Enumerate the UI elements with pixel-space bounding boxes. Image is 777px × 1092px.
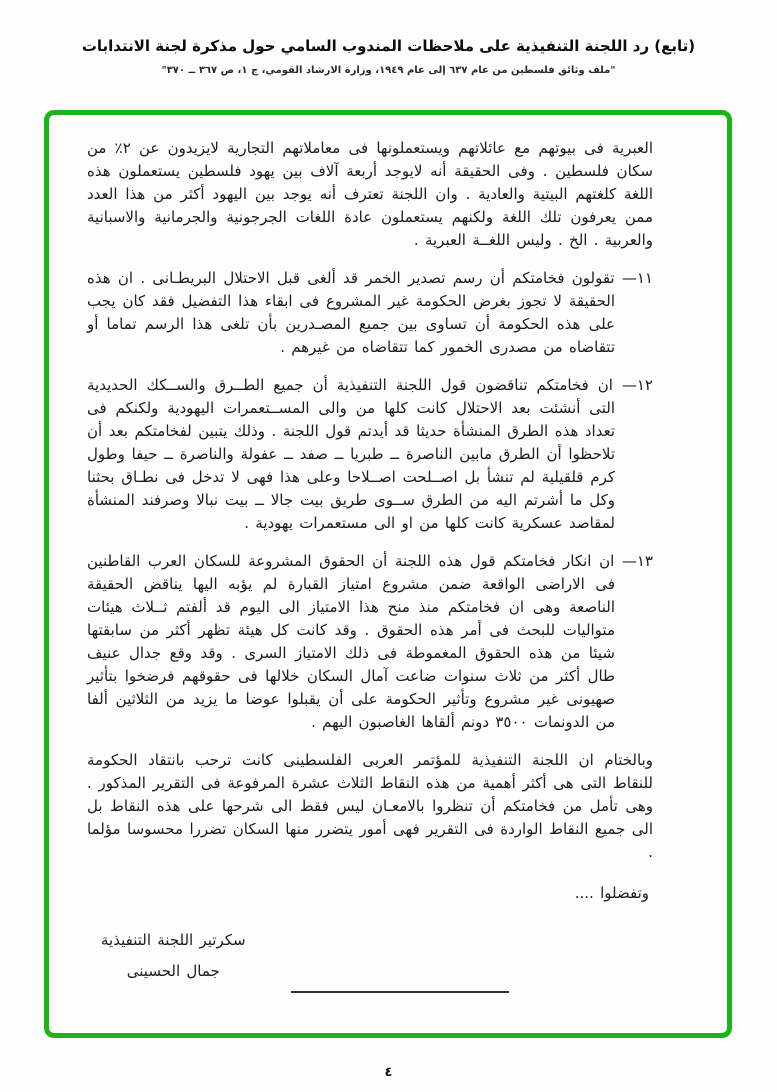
green-border-frame — [44, 110, 732, 1038]
paragraph-13 — [87, 550, 653, 734]
paragraph-text: ان فخامتكم تناقضون قول اللجنة التنفيذية أن جميع الطــرق والســكك الحديدية التى أنشئت بعد الاحتلال كانت كلها من والى المســتعمرات اليهودية ولكنكم فى تعداد هذه الطرق المنشأة حديثا قد أيدتم قول اللجنة . وذلك يتبين لفخامتكم بعد أن تلاحظوا أن الطرق مابين الناصرة ــ طبريا ــ صفد ــ عفولة والناصرة ــ حيفا وطول كرم قلقيلية لم تنشأ بل اصــلحت اصــلاحا وعلى هذا فهى لا تدخل فى نطـاق بحثنا وكل ما أشرتم اليه من الطرق ســوى طريق بيت جالا ــ بيت نبالا وصرفند المنشأة لمقاصد عسكرية كانت كلها من او الى مستعمرات يهودية . — [87, 376, 615, 532]
paragraph-number: ١٢— — [621, 376, 653, 394]
paragraph-number: ١٣— — [621, 552, 653, 570]
paragraph-11 — [87, 267, 653, 359]
signature-block — [101, 925, 246, 987]
document-body — [87, 137, 653, 987]
paragraph-text: العبرية فى بيوتهم مع عائلاتهم ويستعملونها فى معاملاتهم التجارية لايزيدون عن ٢٪ من سكان فلسطين . وفى الحقيقة أنه لايوجد أربعة آلاف بين يهود فلسطين يستعملون هذه اللغة كلغتهم البيتية والعادية . وان اللجنة تعترف أنه يوجد بين اليهود أكثر من هذا العدد ممن يعرفون تلك اللغة ولكنهم يستعملون عادة اللغات الجرجونية والجرمانية والاسبانية والعربية . الخ . وليس اللغــة العبرية . — [87, 139, 653, 249]
paragraph-text: ان انكار فخامتكم قول هذه اللجنة أن الحقوق المشروعة للسكان العرب القاطنين فى الاراضى الواقعة ضمن مشروع امتياز القبارة لم يؤبه اليها يناقض الحقيقة الناصعة وهى ان فخامتكم منذ منح هذا الامتياز الى اليوم قد ألفتم ثــلاث هيئات متواليات للبحث فى أمر هذه الحقوق . وقد كانت كل هيئة تظهر أكثر من سابقتها شيئا من هذه الحقوق المغموطة فى ذلك الامتياز السرى . وقد وقع جدال عنيف طال أكثر من ثلاث سنوات ضاعت آمال السكان خلالها فى حقوقهم فرضخوا بتأثير صهيونى غير مشروع وتأثير الحكومة على أن يقبلوا عوضا ما يزيد من الثلاثين ألفا من الدونمات ٣٥٠٠ دونم ألقاها الغاصبون اليهم . — [87, 552, 615, 731]
paragraph-text: وبالختام ان اللجنة التنفيذية للمؤتمر العربى الفلسطينى كانت ترحب بانتقاد الحكومة للنقاط التى هى أكثر أهمية من هذه النقاط الثلاث عشرة المرفوعة فى التقرير المذكور . وهى تأمل من فخامتكم أن تنظروا بالامعـان ليس فقط الى شرحها على هذه النقاط بل الى جميع النقاط الواردة فى التقرير فهى أمور يتضرر منها السكان تضررا محسوسا مؤلما . — [87, 751, 653, 861]
document-header — [0, 0, 777, 76]
paragraph-text: تقولون فخامتكم أن رسم تصدير الخمر قد ألغى قبل الاحتلال البريطـانى . ان هذه الحقيقة لا تجوز بغرض الحكومة غير المشروع فى ابقاء هذا التفضيل فقد كان يجب على هذه الحكومة أن تساوى بين جميع المصـدرين بأن تلغى هذا الرسم تماما أو تتقاضاه من مصدرى الخمور كما تتقاضاه من غيرهم . — [87, 269, 615, 356]
paragraph-continuation — [87, 137, 653, 252]
page-title: (تابع) رد اللجنة التنفيذية على ملاحظات المندوب السامي حول مذكرة لجنة الانتدابات — [81, 37, 696, 55]
signature-line — [291, 991, 509, 993]
paragraph-conclusion — [87, 749, 653, 864]
signature-name: جمال الحسينى — [126, 962, 220, 980]
signature-title: سكرتير اللجنة التنفيذية — [101, 931, 246, 949]
closing-salutation: وتفضلوا .... — [574, 884, 649, 902]
paragraph-12 — [87, 374, 653, 535]
paragraph-number: ١١— — [621, 269, 653, 287]
page-number: ٤ — [384, 1065, 393, 1080]
source-line: "ملف وثائق فلسطين من عام ٦٣٧ إلى عام ١٩٤٩، وزارة الارشاد القومي، ج ١، ص ٣٦٧ ــ ٣٧٠" — [161, 65, 616, 76]
